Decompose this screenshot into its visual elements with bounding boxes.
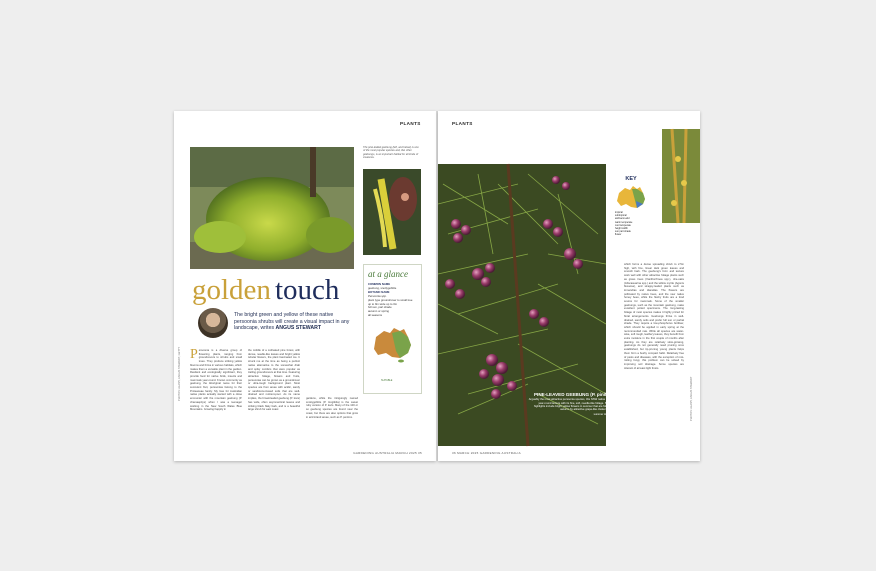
key-item: subtropical — [615, 214, 627, 218]
pine-caption — [528, 392, 616, 416]
shrub-photo — [190, 147, 354, 269]
glance-line: full sun, part shade — [368, 305, 392, 310]
key-item: cool temperate — [615, 223, 631, 227]
body-text-right: which forms a dense spreading shrub to 2.5m high, with fine, linear dark green leaves and smooth bark. The geebung's form and texture work well with other attractive foliage plants such as grass trees (Xanthorrhoea spp.), she-oaks (Allocasuarina spp.) and the willow myrtle (Agonis flexuosa), and strappy-leafed plants such as lomandras and dianellas. The flowers are pollinated by native bees, and the new native honey bees, while the fleshy fruits are a food source for mammals. Some of the smaller geebungs, such as the mountain geebung, make excellent potted specimens. The long-lasting foliage of most species makes it highly prized for floral arrangements. Geebungs thrive in well-drained, sandy soils and prefer full sun or partial shade. They require a low-phosphorus fertiliser, which should be applied in early spring at the recommended rate. While all species are water-wise, soft rough, leathery leaves, they benefit from extra moisture in the first couple of months after planting. As they are relatively slow-growing, geebungs do not generally need pruning once established, but tip-pruning young plants helps them form a bushy compact habit. Relatively free of pests and diseases, with the exception of root-rotting fungi, this problem can be solved by improving soil drainage. Some species are tolerant of at least light frosts. — [624, 263, 684, 370]
glance-line: all seasons — [368, 313, 382, 318]
page-folio: GARDENING AUSTRALIA MARCH 2025 35 — [353, 451, 422, 455]
photo-credit: PHOTOS: ALAMY, ANGUS STEWART — [690, 376, 693, 421]
key-item: height width — [615, 227, 628, 231]
photo-credit: PHOTOS: ALAMY, ANGUS STEWART, GETTY — [178, 346, 181, 401]
standfirst — [234, 312, 354, 332]
geebung-fruit-photo — [438, 164, 616, 446]
body-column-1 — [190, 349, 242, 449]
key-item: arid/semi-arid — [615, 217, 630, 221]
key-item: sun part shade — [615, 230, 631, 234]
body-column-1-text: ersoonia is a diverse group of flowering plants, ranging from groundcovers to shrubs and small trees. They produce striking yellow blooms and thrive in various habitats, which makes them a versatile plant in the garden. Resilient and ecologically significant, they provide food for native birds, insects and mammals year-round. Known commonly as geebung, the Aboriginal name for their succulent fruit, persoonias belong to the Proteaceae family. My love for Australian native plants actually started with a close encounter with the mountain geebung (P. chamaepitys) when I was a teenager working in the New South Wales Blue Mountains. Growing happily in — [190, 349, 242, 412]
glance-heading: at a glance — [368, 269, 408, 279]
page-folio: 36 MARCH 2025 GARDENING AUSTRALIA — [452, 451, 521, 455]
map-label: SUITABLE — [381, 379, 393, 382]
glance-line: Persoonia spp. — [368, 293, 387, 298]
key-title: KEY — [625, 176, 637, 182]
drop-cap: P — [190, 347, 198, 362]
key-item: tropical — [615, 211, 623, 214]
at-a-glance-box — [363, 264, 422, 394]
standfirst-text: The bright green and yellow of these native persoonia shrubs will create a visual impact in any landscape, — [234, 312, 350, 332]
glance-line: geebung, snottygobble — [368, 285, 397, 290]
glance-line: up to 9m wide up to 3m — [368, 301, 398, 306]
glance-line: BOTANIC NAME — [368, 289, 390, 294]
article-title — [192, 276, 339, 305]
key-item: warm temperate — [615, 220, 633, 224]
pine-caption-title: PINE-LEAVED GEEBUNG (P. pinifolia) — [533, 392, 616, 397]
section-label: PLANTS — [452, 121, 473, 126]
key-item: flower — [615, 233, 622, 237]
body-column-2: the middle of a cultivated pine forest, with dense, needle-like leaves and bright yellow tubular flowers, the plant fascinated me. It struck me at the time as being a perfect native alternative to the somewhat drab and spiky conifers that were popular as trailing groundcovers at that time. Featuring attractive foliage, flowers and fruits, persoonias can be grown as a groundcover or ultra-tough background plant. Most species are from areas with acidic, sandy or sandstone-based soils that are well-drained and nutrient-poor. As its name implies, the broad-leafed geebung (P. levis) has wide, often asymmetrical leaves and striking black flaky bark, and is a beautiful large shrub for east coast — [248, 349, 300, 412]
title-word-touch: touch — [274, 274, 340, 306]
key-legend — [615, 211, 648, 237]
yellow-flower-photo — [662, 129, 700, 223]
glance-line: plant type groundcover to small tree — [368, 297, 413, 302]
glance-details — [368, 283, 418, 318]
title-word-golden: golden — [192, 274, 271, 306]
photo-caption: The pine-leafed geebung (left, and below) is one of the most popular species and, like other geebungs, is an important habitat for all kinds of creatures. — [363, 146, 419, 159]
glance-line: autumn or spring — [368, 309, 389, 314]
glance-line: COMMON NAME — [368, 282, 391, 286]
climate-key — [612, 173, 650, 251]
pine-caption-icons: summer to autumn — [593, 412, 616, 416]
climate-map-icon — [616, 185, 646, 209]
right-page — [438, 111, 700, 461]
author-avatar — [198, 308, 228, 338]
author-name: ANGUS STEWART — [275, 325, 322, 332]
standfirst-writes: writes — [260, 325, 275, 332]
pine-caption-text: Arguably the most attractive persoonia species, this NSW native provides year-round texture with its fine, soft, needle-like foliage. Seasonal highlights include bright yellow flowers in summer that are followed in autumn by attractive grape-like clusters of fruit. — [528, 398, 616, 412]
body-column-3: gardens, while the intriguingly named snottygobble (P. longifolia) is the sweet ruby version of P. levis. Many of the 100 or so geebung species are found near the coast, but there are also options that grow in arid inland areas, such as P. pentrox. — [306, 397, 358, 419]
flower-photo — [363, 169, 421, 255]
australia-map-icon — [370, 325, 414, 363]
section-label: PLANTS — [400, 121, 421, 126]
left-page — [174, 111, 436, 461]
